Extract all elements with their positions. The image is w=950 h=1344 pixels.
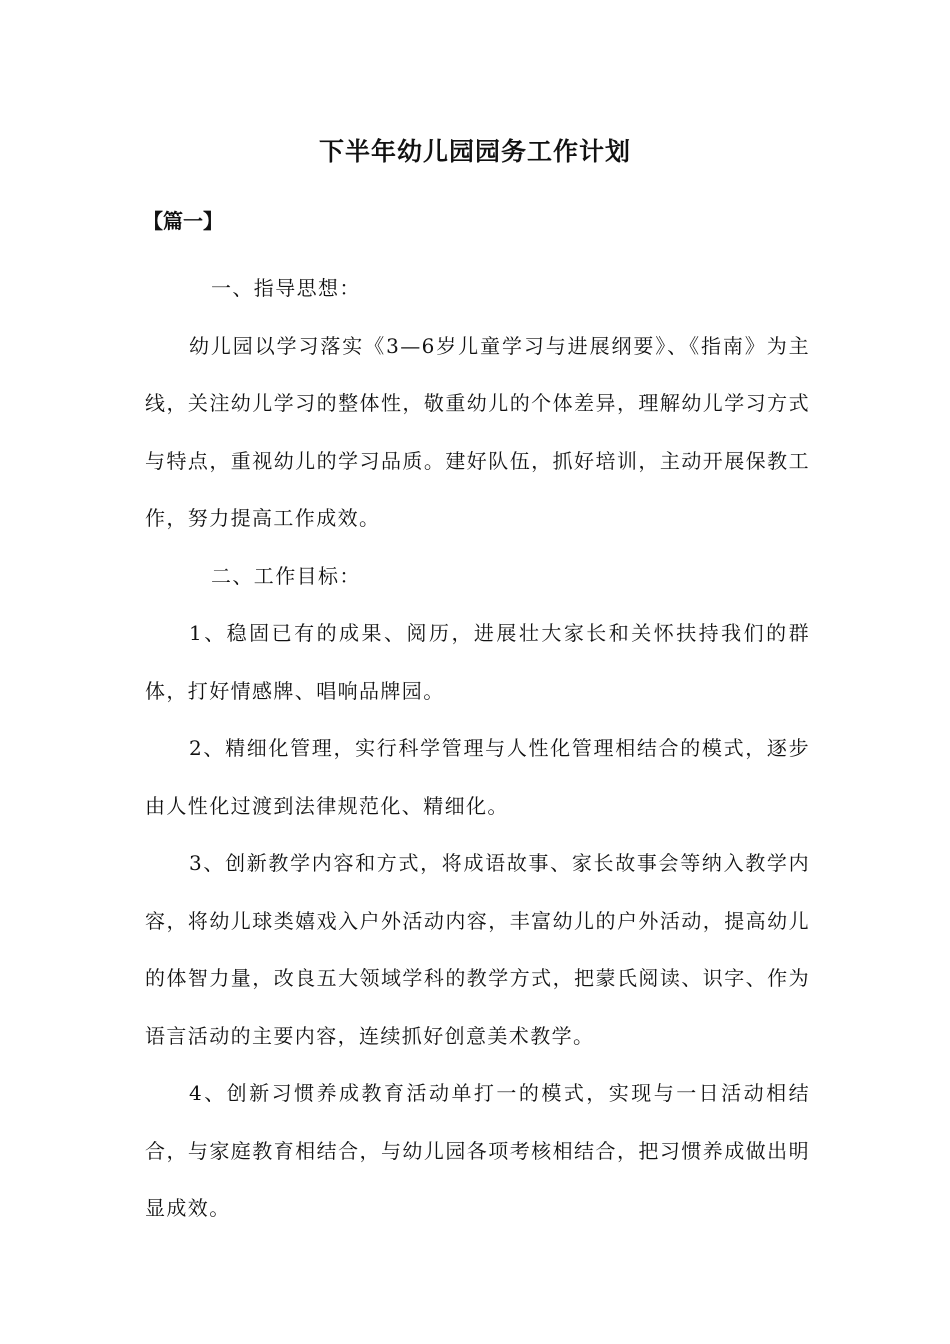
paragraph-guiding-thought: 幼儿园以学习落实《3—6岁儿童学习与进展纲要》、《指南》为主线，关注幼儿学习的整体性，敬重幼儿的个体差异，理解幼儿学习方式与特点，重视幼儿的学习品质。建好队伍，抓好培训，主动开展保教工作，努力提高工作成效。 (145, 333, 810, 530)
paragraph-goal-2: 2、精细化管理，实行科学管理与人性化管理相结合的模式，逐步由人性化过渡到法律规范化、精细化。 (145, 736, 810, 818)
section-label: 【篇一】 (143, 209, 223, 233)
section-heading-work-goals: 二、工作目标： (211, 563, 361, 588)
section-heading-guiding-thought: 一、指导思想： (211, 276, 361, 300)
document-title: 下半年幼儿园园务工作计划 (318, 137, 631, 166)
paragraph-goal-4: 4、创新习惯养成教育活动单打一的模式，实现与一日活动相结合，与家庭教育相结合，与幼儿园各项考核相结合，把习惯养成做出明显成效。 (145, 1081, 810, 1220)
paragraph-goal-1: 1、稳固已有的成果、阅历，进展壮大家长和关怀扶持我们的群体，打好情感牌、唱响品牌园。 (145, 621, 810, 703)
document-body (145, 260, 810, 1238)
paragraph-goal-3: 3、创新教学内容和方式，将成语故事、家长故事会等纳入教学内容，将幼儿球类嬉戏入户外活动内容，丰富幼儿的户外活动，提高幼儿的体智力量，改良五大领域学科的教学方式，把蒙氏阅读、识字、作为语言活动的主要内容，连续抓好创意美术教学。 (145, 851, 810, 1048)
